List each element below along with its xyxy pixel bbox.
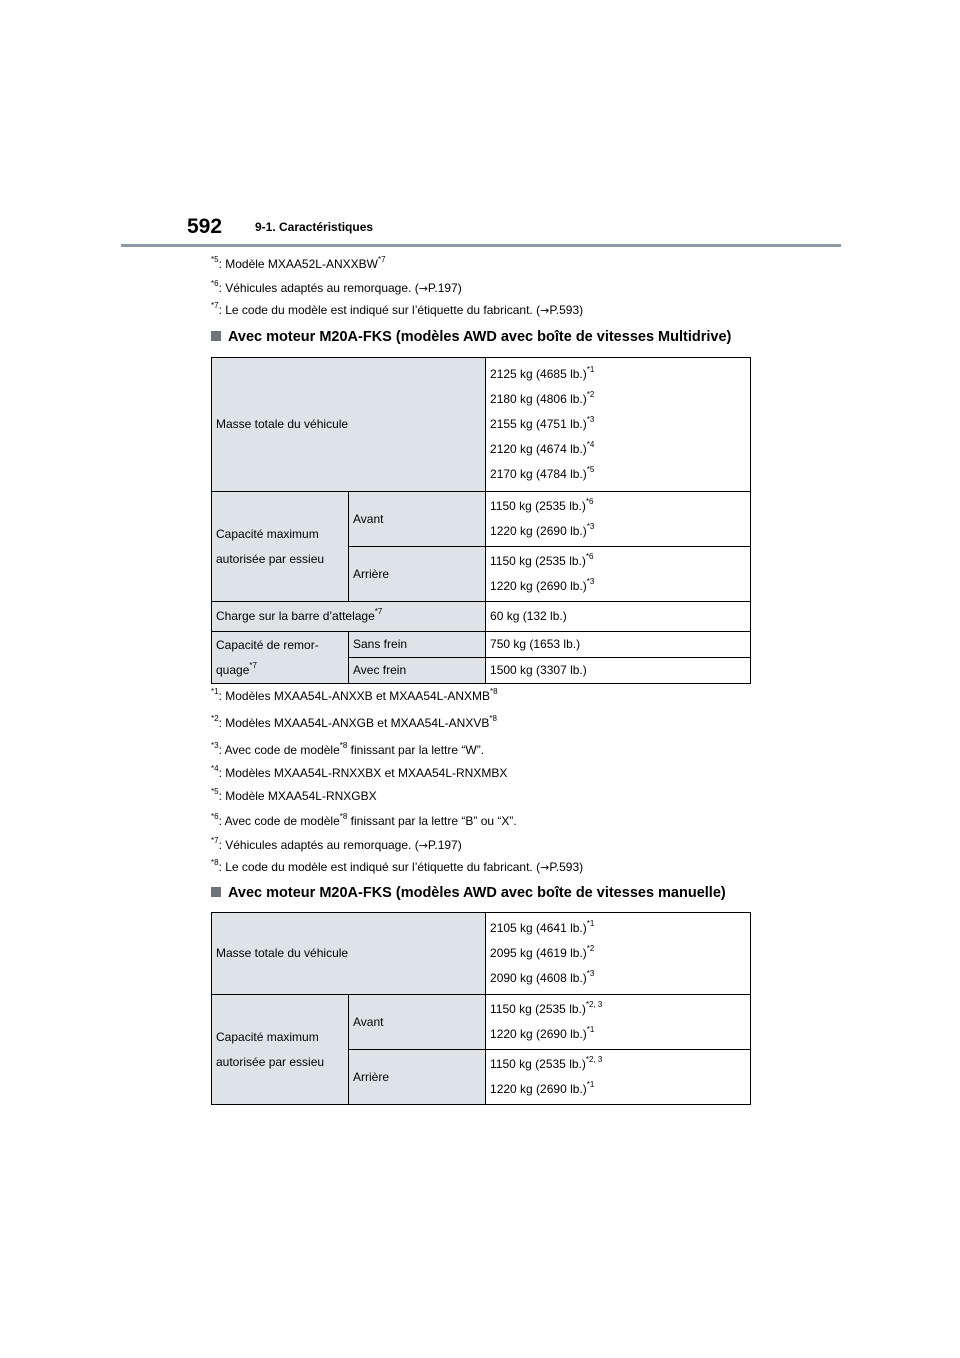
header-rule: [121, 244, 841, 247]
page-number: 592: [187, 215, 223, 238]
footnote: $^{*6}$: Véhicules adaptés au remorquage. (→P.197): [211, 279, 462, 295]
towing-capacity-label: Capacité de remor- quage$^{*7}$: [212, 632, 349, 684]
arrow-icon: →: [540, 304, 550, 317]
footnote: $^{*4}$: Modèles MXAA54L-RNXXBX et MXAA54L-RNXMBX: [211, 764, 508, 780]
rear-axle-label: Arrière: [349, 1050, 486, 1105]
footnote: $^{*7}$: Le code du modèle est indiqué sur l’étiquette du fabricant. (→P.593): [211, 301, 584, 317]
front-axle-label: Avant: [349, 492, 486, 547]
footnote: $^{*3}$: Avec code de modèle$^{*8}$ finissant par la lettre “W”.: [211, 741, 485, 757]
towing-no-brake-value: 750 kg (1653 lb.): [486, 632, 751, 658]
footnote: $^{*7}$: Véhicules adaptés au remorquage. (→P.197): [211, 836, 462, 852]
gross-mass-values: 2125 kg (4685 lb.)$^{*1}$ 2180 kg (4806 lb.)$^{*2}$ 2155 kg (4751 lb.)$^{*3}$ 2120 kg (4674 lb.)$^{*4}$ 2170 kg (4784 lb.)$^{*5}$: [486, 358, 751, 492]
axle-capacity-label: Capacité maximum autorisée par essieu: [212, 995, 349, 1105]
towing-brake-label: Avec frein: [349, 658, 486, 684]
gross-mass-label: Masse totale du véhicule: [212, 358, 486, 492]
arrow-icon: →: [418, 839, 428, 852]
front-axle-values: 1150 kg (2535 lb.)$^{*6}$ 1220 kg (2690 lb.)$^{*3}$: [486, 492, 751, 547]
rear-axle-label: Arrière: [349, 547, 486, 602]
square-bullet-icon: [211, 887, 221, 897]
arrow-icon: →: [540, 861, 550, 874]
square-bullet-icon: [211, 331, 221, 341]
rear-axle-values: 1150 kg (2535 lb.)$^{*2, 3}$ 1220 kg (2690 lb.)$^{*1}$: [486, 1050, 751, 1105]
footnote: $^{*2}$: Modèles MXAA54L-ANXGB et MXAA54L-ANXVB$^{*8}$: [211, 714, 497, 730]
footnote: $^{*8}$: Le code du modèle est indiqué sur l’étiquette du fabricant. (→P.593): [211, 858, 584, 874]
rear-axle-values: 1150 kg (2535 lb.)$^{*6}$ 1220 kg (2690 lb.)$^{*3}$: [486, 547, 751, 602]
section-heading: Avec moteur M20A-FKS (modèles AWD avec boîte de vitesses manuelle): [211, 885, 726, 901]
tongue-load-label: Charge sur la barre d’attelage$^{*7}$: [212, 602, 486, 632]
spec-table-manual: [211, 912, 751, 1105]
front-axle-values: 1150 kg (2535 lb.)$^{*2, 3}$ 1220 kg (2690 lb.)$^{*1}$: [486, 995, 751, 1050]
spec-table-multidrive: [211, 357, 751, 684]
footnote: $^{*5}$: Modèle MXAA52L-ANXXBW$^{*7}$: [211, 255, 386, 271]
gross-mass-values: 2105 kg (4641 lb.)$^{*1}$ 2095 kg (4619 lb.)$^{*2}$ 2090 kg (4608 lb.)$^{*3}$: [486, 913, 751, 995]
towing-brake-value: 1500 kg (3307 lb.): [486, 658, 751, 684]
section-heading: Avec moteur M20A-FKS (modèles AWD avec boîte de vitesses Multidrive): [211, 329, 731, 345]
gross-mass-label: Masse totale du véhicule: [212, 913, 486, 995]
axle-capacity-label: Capacité maximum autorisée par essieu: [212, 492, 349, 602]
tongue-load-value: 60 kg (132 lb.): [486, 602, 751, 632]
front-axle-label: Avant: [349, 995, 486, 1050]
arrow-icon: →: [418, 282, 428, 295]
towing-no-brake-label: Sans frein: [349, 632, 486, 658]
footnote: $^{*5}$: Modèle MXAA54L-RNXGBX: [211, 787, 377, 803]
section-title: 9-1. Caractéristiques: [255, 220, 374, 234]
footnote: $^{*1}$: Modèles MXAA54L-ANXXB et MXAA54L-ANXMB$^{*8}$: [211, 687, 498, 703]
footnote: $^{*6}$: Avec code de modèle$^{*8}$ finissant par la lettre “B” ou “X”.: [211, 812, 517, 828]
